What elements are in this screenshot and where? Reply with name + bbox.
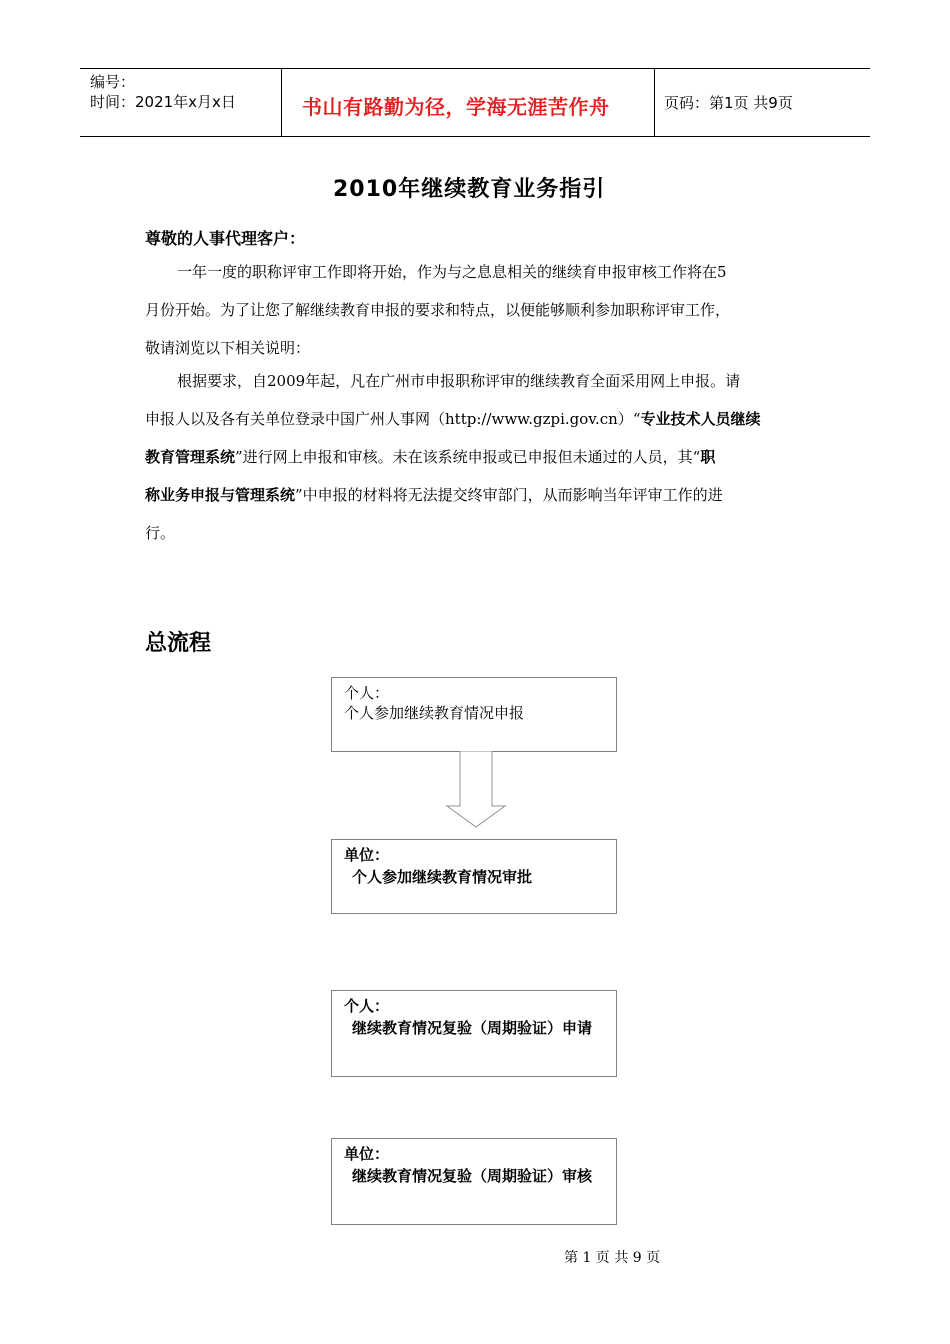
text-segment: 申报人以及各有关单位登录中国广州人事网（http://www.gzpi.gov.cn）“ xyxy=(145,410,641,428)
paragraph-requirements xyxy=(145,362,805,552)
header-divider-right xyxy=(654,68,655,136)
flow-step-3 xyxy=(331,990,617,1077)
section-title: 总流程 xyxy=(145,631,212,656)
flow-step-text: 个人参加继续教育情况审批 xyxy=(352,868,533,886)
greeting: 尊敬的人事代理客户： xyxy=(145,229,306,248)
flow-step-label: 单位： xyxy=(344,846,390,864)
paragraph-line xyxy=(145,400,805,438)
flow-step-2 xyxy=(331,839,617,914)
header-page-info: 页码：第1页 共9页 xyxy=(664,94,793,112)
document-title: 2010年继续教育业务指引 xyxy=(333,177,606,202)
page-footer: 第 1 页 共 9 页 xyxy=(564,1250,661,1266)
paragraph-line: 敬请浏览以下相关说明： xyxy=(145,339,311,357)
text-segment: ”进行网上申报和审核。未在该系统申报或已申报但未通过的人员，其“ xyxy=(235,448,701,466)
paragraph-line: 行。 xyxy=(145,524,176,542)
system-name-bold: 教育管理系统 xyxy=(145,448,236,466)
flow-step-1 xyxy=(331,677,617,752)
paragraph-line xyxy=(145,438,805,476)
paragraph-line: 一年一度的职称评审工作即将开始，作为与之息息相关的继续育申报审核工作将在5 xyxy=(177,263,727,281)
header-date: 时间：2021年x月x日 xyxy=(90,93,236,111)
header-serial: 编号： xyxy=(90,73,136,91)
text-segment: ”中申报的材料将无法提交终审部门，从而影响当年评审工作的进 xyxy=(295,486,723,504)
header-divider-left xyxy=(281,68,282,136)
header-top-border xyxy=(80,68,870,69)
flow-arrow-down-icon xyxy=(441,751,511,831)
header-motto: 书山有路勤为径，学海无涯苦作舟 xyxy=(302,95,610,119)
flow-step-text: 继续教育情况复验（周期验证）申请 xyxy=(352,1019,593,1037)
system-name-bold: 职 xyxy=(700,448,716,466)
flow-step-label: 单位： xyxy=(344,1145,390,1163)
flow-step-text: 继续教育情况复验（周期验证）审核 xyxy=(352,1167,593,1185)
paragraph-line xyxy=(145,476,805,514)
header-bottom-border xyxy=(80,136,870,137)
flow-step-4 xyxy=(331,1138,617,1225)
system-name-bold: 称业务申报与管理系统 xyxy=(145,486,296,504)
flow-step-text: 个人参加继续教育情况申报 xyxy=(344,704,525,722)
paragraph-line: 月份开始。为了让您了解继续教育申报的要求和特点，以便能够顺利参加职称评审工作， xyxy=(145,301,731,319)
flow-step-label: 个人： xyxy=(344,684,390,702)
paragraph-intro xyxy=(145,253,805,367)
system-name-bold: 专业技术人员继续 xyxy=(640,410,761,428)
paragraph-line: 根据要求，自2009年起，凡在广州市申报职称评审的继续教育全面采用网上申报。请 xyxy=(177,372,741,390)
flow-step-label: 个人： xyxy=(344,997,390,1015)
